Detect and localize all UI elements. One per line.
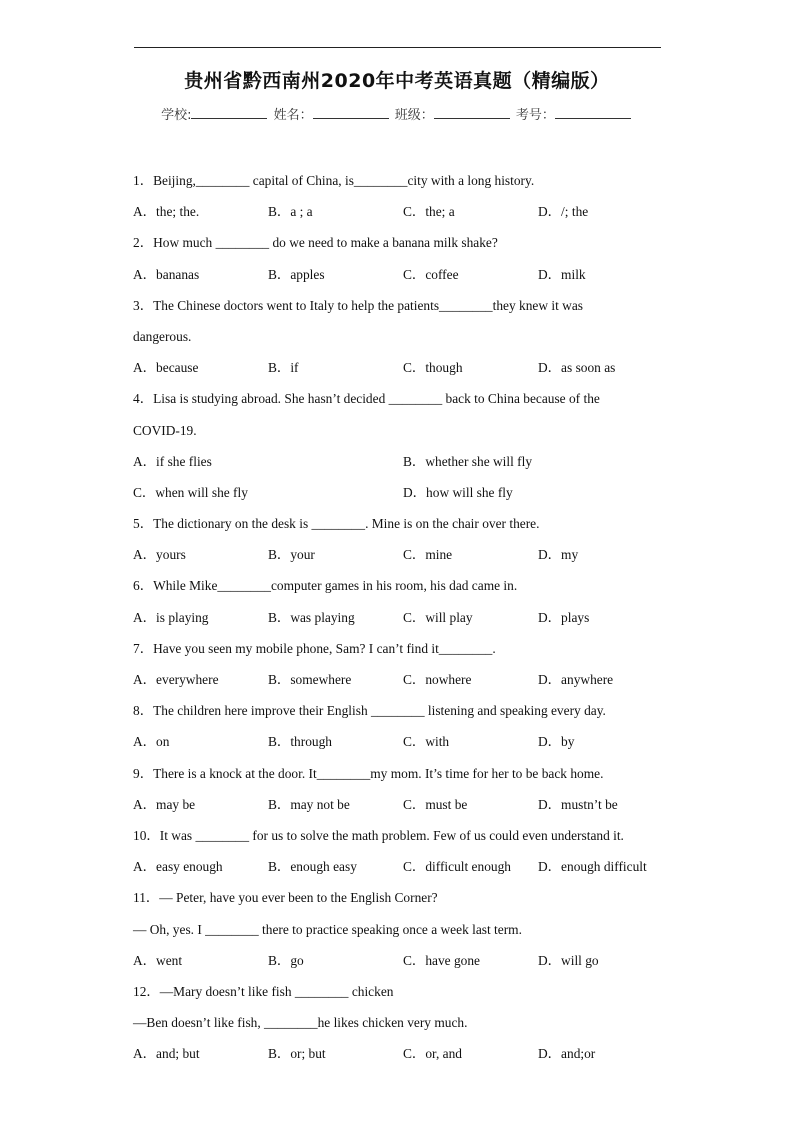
options-row [133,544,673,575]
answer-option[interactable]: A．went [133,952,183,968]
answer-option[interactable]: C．difficult enough [403,859,511,875]
options-row [133,1043,673,1074]
answer-option[interactable]: C．mine [403,547,453,563]
answer-option[interactable]: A．everywhere [133,672,219,687]
class-blank[interactable] [434,107,510,119]
question-stem: 11．— Peter, have you ever been to the English Corner? [133,890,438,906]
question-9 [133,763,673,825]
question-stem: 3．The Chinese doctors went to Italy to help the patients________they knew it was [133,297,583,313]
answer-option[interactable]: B．your [268,547,315,563]
answer-option[interactable]: A．bananas [133,266,200,282]
question-stem: 9．There is a knock at the door. It________my mom. It’s time for her to be back home. [133,765,604,781]
answer-option[interactable]: B．somewhere [268,672,352,687]
answer-option[interactable]: B．was playing [268,609,355,625]
answer-option[interactable]: A．the; the. [133,204,200,220]
answer-option[interactable]: C．nowhere [403,672,472,687]
question-stem: COVID-19. [133,422,197,438]
answer-option[interactable]: D．/; the [538,204,589,220]
question-stem: 5．The dictionary on the desk is ________. Mine is on the chair over there. [133,516,540,532]
question-stem: 10．It was ________ for us to solve the math problem. Few of us could even understand it. [133,827,624,843]
options-row [133,856,673,887]
options-row [133,264,673,295]
header-rule [134,47,661,48]
answer-option[interactable]: D．enough difficult [538,859,647,875]
answer-option[interactable]: B．through [268,734,332,750]
answer-option[interactable]: D．my [538,547,579,563]
class-label: 班级： [394,108,434,123]
answer-option[interactable]: A．if she flies [133,453,212,469]
answer-option[interactable]: C．or, and [403,1046,462,1062]
question-8 [133,700,673,762]
question-stem: 12．—Mary doesn’t like fish ________ chicken [133,983,394,999]
options-row [133,482,673,513]
options-row [133,731,673,762]
answer-option[interactable]: A．yours [133,547,186,563]
school-label: 学校: [161,108,192,123]
answer-option[interactable]: B．apples [268,266,325,282]
answer-option[interactable]: B．may not be [268,796,350,812]
question-stem: 1．Beijing,________ capital of China, is________city with a long history. [133,173,535,188]
question-7 [133,638,673,700]
answer-option[interactable]: D．plays [538,609,590,625]
answer-option[interactable]: B．enough easy [268,859,357,875]
answer-option[interactable]: C．when will she fly [133,484,248,500]
answer-option[interactable]: B．if [268,360,299,376]
answer-option[interactable]: A．may be [133,796,196,812]
question-stem: 4．Lisa is studying abroad. She hasn’t decided ________ back to China because of the [133,391,600,407]
question-stem: 7．Have you seen my mobile phone, Sam? I can’t find it________. [133,640,496,656]
answer-option[interactable]: D．as soon as [538,360,616,376]
answer-option[interactable]: B．go [268,952,304,968]
answer-option[interactable]: A．because [133,360,199,376]
answer-option[interactable]: A．easy enough [133,859,223,875]
question-stem: —Ben doesn’t like fish, ________he likes chicken very much. [133,1015,468,1031]
answer-option[interactable]: A．and; but [133,1046,200,1062]
exam-number-blank[interactable] [555,107,631,119]
answer-option[interactable]: C．will play [403,609,473,625]
question-4 [133,388,673,513]
question-5 [133,513,673,575]
question-list [133,170,673,1074]
answer-option[interactable]: A．is playing [133,609,209,625]
name-label: 姓名： [273,108,313,123]
answer-option[interactable]: D．by [538,734,575,750]
answer-option[interactable]: C．have gone [403,952,480,968]
question-3 [133,295,673,389]
question-12 [133,981,673,1075]
answer-option[interactable]: C．though [403,360,463,376]
answer-option[interactable]: B．whether she will fly [403,453,533,469]
answer-option[interactable]: D．mustn’t be [538,796,618,812]
answer-option[interactable]: C．coffee [403,266,459,282]
options-row [133,201,673,232]
name-blank[interactable] [313,107,389,119]
answer-option[interactable]: B．a ; a [268,204,313,220]
question-6 [133,575,673,637]
options-row [133,669,673,700]
options-row [133,607,673,638]
answer-option[interactable]: D．anywhere [538,672,614,687]
answer-option[interactable]: C．the; a [403,204,455,220]
school-blank[interactable] [191,107,267,119]
answer-option[interactable]: C．with [403,734,450,750]
question-2 [133,232,673,294]
answer-option[interactable]: B．or; but [268,1046,326,1062]
answer-option[interactable]: D．will go [538,952,599,968]
question-stem: 2．How much ________ do we need to make a banana milk shake? [133,235,498,251]
exam-number-label: 考号： [515,108,555,123]
answer-option[interactable]: D．how will she fly [403,484,513,500]
answer-option[interactable]: D．milk [538,266,586,282]
answer-option[interactable]: D．and;or [538,1046,596,1062]
student-info-line [0,104,794,123]
question-1 [133,170,673,232]
options-row [133,357,673,388]
question-stem: — Oh, yes. I ________ there to practice speaking once a week last term. [133,921,522,937]
options-row [133,794,673,825]
question-stem: 8．The children here improve their English ________ listening and speaking every day. [133,703,606,719]
question-10 [133,825,673,887]
answer-option[interactable]: A．on [133,734,170,750]
options-row [133,950,673,981]
question-stem: dangerous. [133,328,192,344]
answer-option[interactable]: C．must be [403,796,468,812]
question-stem: 6．While Mike________computer games in his room, his dad came in. [133,578,518,594]
options-row [133,451,673,482]
question-11 [133,887,673,981]
page-title: 贵州省黔西南州2020年中考英语真题（精编版） [184,70,610,92]
